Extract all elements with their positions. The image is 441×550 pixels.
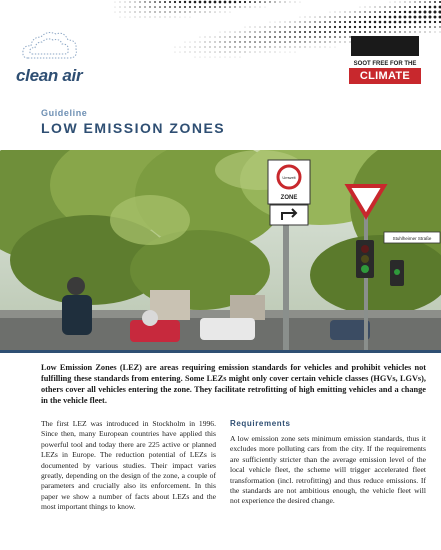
photo-divider (0, 350, 441, 353)
logo-climate-text: CLIMATE (349, 68, 421, 84)
soot-free-logo (349, 36, 419, 96)
lead-paragraph: Low Emission Zones (LEZ) are areas requiring emission standards for vehicles and prohibit vehicles not fulfilling these standards from entering. Some LEZs might only cover certain vehicle classes (HGVs, LGVs), others cover all vehicles entering the zone. They facilitate retrofitting of high emitting vehicles and a change in the vehicle fleet. (41, 363, 426, 405)
sign-street: Stuhlheimer Straße (392, 236, 432, 241)
requirements-paragraph: A low emission zone sets minimum emission standards, thus it excludes more polluting cars from the city. If the requirements are sufficiently stricter than the average emission level of the local vehicle fleet, the scheme will trigger accelerated fleet transformation (incl. retrofitting) and thus reduce emissions. If the standards are not ambitious enough, the vehicle fleet will not experience the desired change. (230, 434, 426, 506)
document-label: Guideline (41, 108, 88, 118)
document-title: LOW EMISSION ZONES (41, 120, 226, 136)
header (0, 0, 441, 100)
clean-air-logo (16, 28, 86, 92)
logo-soot-free-text: SOOT FREE FOR THE (353, 61, 417, 67)
sign-umwelt: Umwelt (282, 175, 296, 180)
intro-paragraph: The first LEZ was introduced in Stockholm in 1996. Since then, many European countries have applied this powerful tool and today there are 225 active or planned LEZs in Europe. The reduction potential of LEZs is documented by various studies. Their impact varies greatly, depending on the design of the zone, a couple of parameters and crucially also its enforcement. In this paper we show a number of facts about LEZs and the most important things to know. (41, 419, 216, 512)
logo-black-bar (351, 36, 419, 56)
logo-clean-air-text: clean air (16, 66, 83, 85)
street-photo (0, 150, 441, 350)
requirements-heading: Requirements (230, 419, 291, 428)
sign-zone: ZONE (280, 195, 298, 201)
cloud-logo-icon (20, 28, 80, 64)
